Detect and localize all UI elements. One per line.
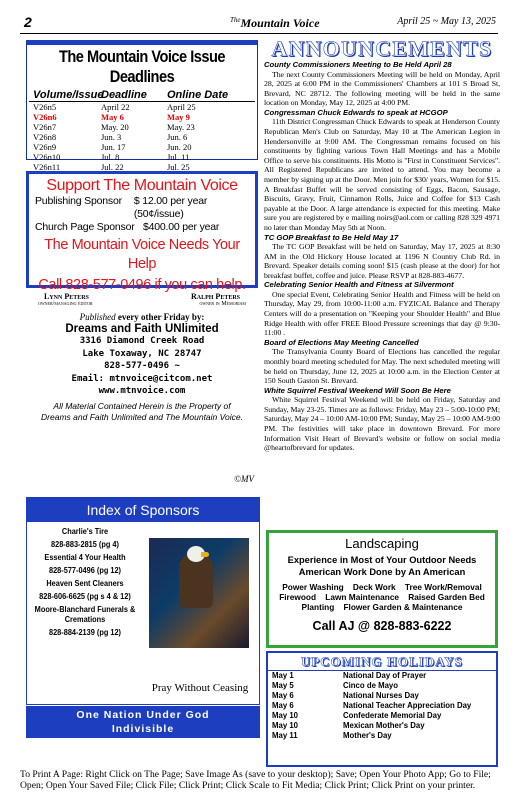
cell: V26n10 xyxy=(33,152,61,162)
announcements xyxy=(264,38,500,523)
col-online: Online Date xyxy=(167,89,229,101)
cell: May. 23 xyxy=(167,122,195,132)
landscaping-sub-1: Experience in Most of Your Outdoor Needs xyxy=(287,555,477,565)
pray-caption: Pray Without Ceasing xyxy=(151,682,249,694)
cell: Jul. 22 xyxy=(101,162,124,172)
banner-line-2: Indivisible xyxy=(111,723,175,735)
announcement-headline: White Squirrel Festival Weekend Will Soon Be Here xyxy=(264,385,451,395)
masthead-prefix: The xyxy=(230,16,241,24)
deadline-row-current xyxy=(27,112,257,122)
sponsor-name: Moore-Blanchard Funerals & Cremations xyxy=(34,605,136,624)
holiday-row xyxy=(268,691,496,701)
cell: Jun. 6 xyxy=(167,132,188,142)
holiday-name: National Day of Prayer xyxy=(343,671,427,680)
sponsor-phone: 828-606-6625 (pg s 4 & 12) xyxy=(39,592,131,601)
holidays-title: UPCOMING HOLIDAYS xyxy=(268,653,496,671)
landscaping-ad xyxy=(266,530,498,648)
cell: April 22 xyxy=(101,102,130,112)
deadline-row xyxy=(27,122,257,132)
announcements-title: ANNOUNCEMENTS xyxy=(271,36,493,61)
holiday-row xyxy=(268,731,496,741)
memoriam-role: owner in Memoriam xyxy=(199,301,246,307)
website[interactable]: www.mtnvoice.com xyxy=(98,386,186,396)
deadlines-header xyxy=(29,87,255,102)
deadline-row xyxy=(27,102,257,112)
editor-role: owner/managing editor xyxy=(38,301,93,307)
published-word: Published xyxy=(79,312,116,322)
landscaping-call: Call AJ @ 828-883-6222 xyxy=(312,619,452,633)
price: $400.00 per year xyxy=(143,221,220,233)
label: Publishing Sponsor xyxy=(35,195,122,207)
support-box xyxy=(26,171,258,293)
cell: V26n5 xyxy=(33,102,57,112)
published-rest: every other Friday by: xyxy=(115,312,205,322)
cell: V26n7 xyxy=(33,122,57,132)
sponsor-phone: 828-883-2815 (pg 4) xyxy=(51,540,119,549)
masthead-title: Mountain Voice xyxy=(240,16,320,30)
cell: Jun. 20 xyxy=(167,142,192,152)
upcoming-holidays xyxy=(266,651,498,767)
services-line-1: Power Washing Deck Work Tree Work/Removal xyxy=(282,582,482,592)
cell: Jul. 8 xyxy=(101,152,120,162)
eagle-beak xyxy=(201,552,209,557)
announcement-body: The TC GOP Breakfast will be held on Saturday, May 17, 2025 at 8:30 AM in the Old Hickory House located at 1196 N Country Club Rd. in Brevard. Speaker details coming soon! $15 (cash please at the door) for hot breakfast buffet, coffee and juice. Please RSVP at 828-883-4677. xyxy=(264,242,500,280)
landscaping-title: Landscaping xyxy=(345,536,419,551)
col-deadline: Deadline xyxy=(101,89,147,101)
holiday-row xyxy=(268,701,496,711)
announcement-headline: Celebrating Senior Health and Fitness at Silvermont xyxy=(264,280,454,290)
announcement-headline: Congressman Chuck Edwards to speak at HCGOP xyxy=(264,107,448,117)
deadlines-title: The Mountain Voice Issue Deadlines xyxy=(58,47,226,86)
memoriam-name: Ralph Peters xyxy=(190,292,240,301)
holiday-name: National Teacher Appreciation Day xyxy=(343,701,472,710)
issue-date: April 25 ~ May 13, 2025 xyxy=(397,16,496,27)
announcement-body: One special Event, Celebrating Senior Health and Fitness will be held on Thursday, May 29, from 10:00-11:00 a.m. FYZICAL Balance and Therapy Centers will do a presentation on "Keeping your Shoulder Health" and Blue Ridge Health with offer FREE Blood Pressure screenings that day @ 9:30-11:00 . xyxy=(264,289,500,338)
cell: V26n8 xyxy=(33,132,57,142)
services-line-2: Firewood Lawn Maintenance Raised Garden Bed xyxy=(279,592,485,602)
landscaping-sub-2: American Work Done by An American xyxy=(298,567,466,577)
phone: 828-577-0496 ~ xyxy=(104,361,180,371)
holiday-date: May 6 xyxy=(272,691,294,700)
sponsors-index xyxy=(26,497,260,705)
support-title: Support The Mountain Voice xyxy=(46,177,238,194)
editor-name: Lynn Peters xyxy=(44,292,89,301)
col-volume: Volume/Issue xyxy=(33,89,104,101)
address-line-2: Lake Toxaway, NC 28747 xyxy=(82,348,202,359)
holiday-name: Confederate Memorial Day xyxy=(343,711,442,720)
cell: May 9 xyxy=(167,112,190,122)
needs-help: The Mountain Voice Needs Your Help xyxy=(44,237,240,272)
cell: V26n9 xyxy=(33,142,57,152)
holiday-date: May 11 xyxy=(272,731,298,740)
services-line-3: Planting Flower Garden & Maintenance xyxy=(301,602,463,612)
announcement-body: The next County Commissioners Meeting will be held on Monday, April 28, 2025 at 6:00 PM in the Commissioners' Chambers at 101 S Broad St, Brevard, NC 28712. The following meeting will be held in the same location on Monday, May 12, 2025 at 4:00 PM. xyxy=(264,69,500,108)
announcement-body: The Transylvania County Board of Elections has cancelled the regular monthly board meeting scheduled for May. The next scheduled meeting will be held on Thursday, June 12, 2025 at 10:00 a.m. in the Election Center at 150 South Gaston St. Brevard. xyxy=(264,347,500,386)
label: Church Page Sponsor xyxy=(35,221,135,233)
one-nation-banner xyxy=(26,706,260,738)
published-line xyxy=(26,312,258,322)
eagle-image xyxy=(149,538,249,648)
announcement-headline: TC GOP Breakfast to Be Held May 17 xyxy=(264,232,399,242)
church-sponsor-row xyxy=(35,221,249,234)
sponsors-title: Index of Sponsors xyxy=(27,498,259,522)
cell: Jun. 3 xyxy=(101,132,122,142)
print-instructions: To Print A Page: Right Click on The Page; Save Image As (save to your desktop); Save; Open Your Photo App; Go to File; Open; Open Your Saved File; Click File; Click Print; Click Scale to Fit Media; Click Print; Click Print on your printer. xyxy=(20,769,491,791)
sponsor-name: Essential 4 Your Health xyxy=(44,553,126,562)
holiday-row xyxy=(268,681,496,691)
announcement-body: White Squirrel Festival Weekend will be held on Friday, Saturday and Sunday, May 23-25. Times are as follows: Friday, May 23 – 5:00-10:00 PM; Saturday, May 24 – 10:00 AM-10:00 PM; Sunday, May 25 – 10:00 AM-9:00 PM. The festivities will take place in downtown Brevard. For more Information Visit Heart of Brevard's website or follow on social media @heartofbrevard for updates. xyxy=(264,395,500,453)
holiday-date: May 10 xyxy=(272,721,299,730)
masthead xyxy=(230,16,320,31)
deadline-row xyxy=(27,132,257,142)
cell: Jul. 25 xyxy=(167,162,190,172)
price: $ 12.00 per year (50¢/issue) xyxy=(133,195,208,220)
cell: May. 20 xyxy=(101,122,129,132)
holiday-date: May 1 xyxy=(272,671,294,680)
page-number: 2 xyxy=(24,14,32,30)
page-header xyxy=(20,14,498,34)
support-call: Call 828-577-0496 if you can help. xyxy=(38,277,246,293)
holiday-name: Mother's Day xyxy=(343,731,392,740)
holiday-name: National Nurses Day xyxy=(343,691,419,700)
email[interactable]: Email: mtnvoice@citcom.net xyxy=(71,373,213,384)
cell: V26n6 xyxy=(33,112,57,122)
sponsor-phone: 828-884-2139 (pg 12) xyxy=(48,628,121,637)
cell: Jun. 17 xyxy=(101,142,126,152)
mv-logo-icon: ©MV xyxy=(234,474,254,484)
sponsor-name: Heaven Sent Cleaners xyxy=(46,579,124,588)
holiday-date: May 6 xyxy=(272,701,294,710)
holiday-row xyxy=(268,711,496,721)
address-line-1: 3316 Diamond Creek Road xyxy=(79,336,205,346)
cell: Jul. 11 xyxy=(167,152,190,162)
cell: V26n11 xyxy=(33,162,61,172)
publishing-sponsor-row xyxy=(35,195,249,221)
sponsor-phone: 828-577-0496 (pg 12) xyxy=(48,566,121,575)
holiday-row xyxy=(268,721,496,731)
deadline-row xyxy=(27,152,257,162)
announcement-body: 11th District Congressman Chuck Edwards to speak at Henderson County Republican Men's Club on Saturday, May 10 at The American Legion in Hendersonville at 9:00 AM. The Congressman remains focused on his constituents by fighting various Town Hall Meetings and has a Mobile Office to serve his constituents. His Motto is "First in Constituent Services". All Registered Republicans are invited to attend. You may become a member by signing up at the Door. Men join for $30/ years, Women for $15. A Breakfast Buffet will be served consisting of Eggs, Bacon, Sausage, Biscuits, Gravy, Fruit, Cinnamon Rolls, Juice and Coffee for $13 Cash payable at the Door. A large attendance is expected for this meeting. Make sure you are registered by e mailing noirs@aol.com or calling 828 329 4971 no later than Monday May 5th at Noon. xyxy=(264,117,500,232)
announcement-headline: County Commissioners Meeting to Be Held April 28 xyxy=(264,60,452,69)
cell: April 25 xyxy=(167,102,196,112)
holiday-row xyxy=(268,671,496,681)
company-name: Dreams and Faith UNlimited xyxy=(65,323,219,335)
holiday-name: Mexican Mother's Day xyxy=(343,721,425,730)
holiday-name: Cinco de Mayo xyxy=(343,681,399,690)
publisher-info xyxy=(26,292,258,492)
deadline-row xyxy=(27,142,257,152)
sponsor-name: Charlie's Tire xyxy=(61,527,109,536)
sponsor-list xyxy=(32,524,139,638)
cell: May 6 xyxy=(101,112,124,122)
holiday-date: May 10 xyxy=(272,711,299,720)
holiday-date: May 5 xyxy=(272,681,294,690)
announcement-headline: Board of Elections May Meeting Cancelled xyxy=(264,337,419,347)
issue-deadlines-box xyxy=(26,40,258,172)
property-notice: All Material Contained Herein is the Property of Dreams and Faith Unlimited and The Mountain Voice. xyxy=(41,400,243,422)
banner-line-1: One Nation Under God xyxy=(76,709,210,721)
